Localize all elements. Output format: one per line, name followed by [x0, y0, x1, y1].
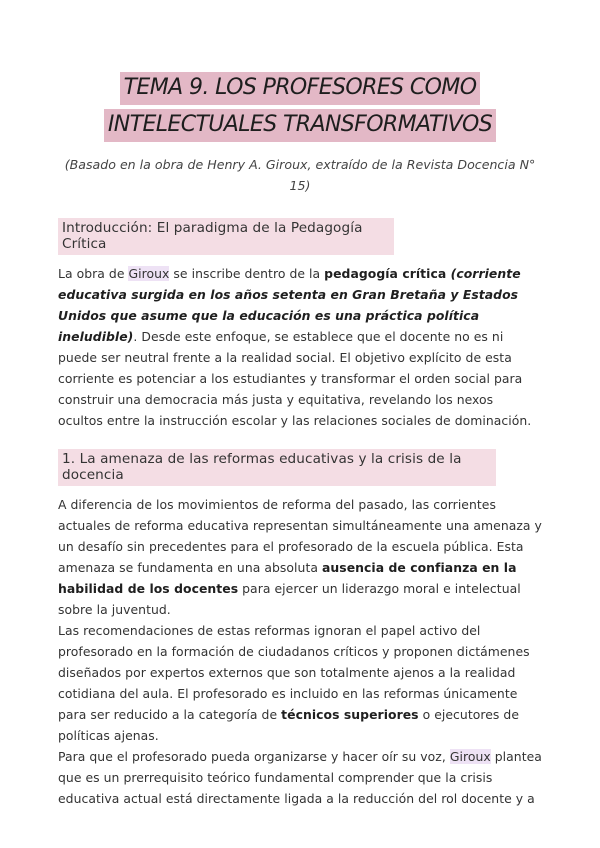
section-1-heading: 1. La amenaza de las reformas educativas y la crisis de la docencia	[58, 449, 496, 486]
text-run: Las recomendaciones de estas reformas ignoran el papel activo del profesorado en la formación de ciudadanos críticos y proponen dictámenes diseñados por expertos externos que son totalmente ajenos a la realidad cotidiana del aula. El profesorado es incluido en las reformas únicamente para ser reducido a la categoría de	[58, 623, 530, 722]
text-run: Para que el profesorado pueda organizarse y hacer oír su voz,	[58, 749, 450, 764]
title-line-1: TEMA 9. LOS PROFESORES COMO	[120, 72, 481, 105]
bold-term: técnicos superiores	[281, 707, 419, 722]
section-1-paragraph-2	[58, 620, 542, 746]
giroux-highlight: Giroux	[449, 749, 491, 764]
title-line-2: INTELECTUALES TRANSFORMATIVOS	[104, 109, 496, 142]
bold-italic-definition: (corriente educativa surgida en los años setenta en Gran Bretaña y Estados Unidos que asume que la educación es una práctica política ineludible)	[58, 266, 521, 344]
bold-term: pedagogía crítica	[324, 266, 447, 281]
text-run: o ejecutores de políticas ajenas.	[58, 707, 519, 743]
text-run: para ejercer un liderazgo moral e intelectual sobre la juventud.	[58, 581, 521, 617]
title-block	[58, 0, 542, 146]
intro-paragraph	[58, 263, 542, 431]
subtitle: (Basado en la obra de Henry A. Giroux, extraído de la Revista Docencia N° 15)	[64, 157, 536, 193]
giroux-highlight: Giroux	[128, 266, 170, 281]
text-run: La obra de	[58, 266, 129, 281]
intro-heading: Introducción: El paradigma de la Pedagogía Crítica	[58, 218, 394, 255]
text-run: . Desde este enfoque, se establece que el docente no es ni puede ser neutral frente a la realidad social. El objetivo explícito de esta corriente es potenciar a los estudiantes y transformar el orden social para construir una democracia más justa y equitativa, revelando los nexos ocultos entre la instrucción escolar y las relaciones sociales de dominación.	[58, 329, 532, 428]
bold-term: ausencia de confianza en la habilidad de los docentes	[58, 560, 517, 596]
text-run: plantea que es un prerrequisito teórico fundamental comprender que la crisis educativa actual está directamente ligada a la reducción del rol docente y a	[58, 749, 542, 806]
section-1-paragraph-1	[58, 494, 542, 620]
section-1-paragraph-3	[58, 746, 542, 809]
text-run: se inscribe dentro de la	[169, 266, 325, 281]
text-run: A diferencia de los movimientos de reforma del pasado, las corrientes actuales de reforma educativa representan simultáneamente una amenaza y un desafío sin precedentes para el profesorado de la escuela pública. Esta amenaza se fundamenta en una absoluta	[58, 497, 542, 575]
